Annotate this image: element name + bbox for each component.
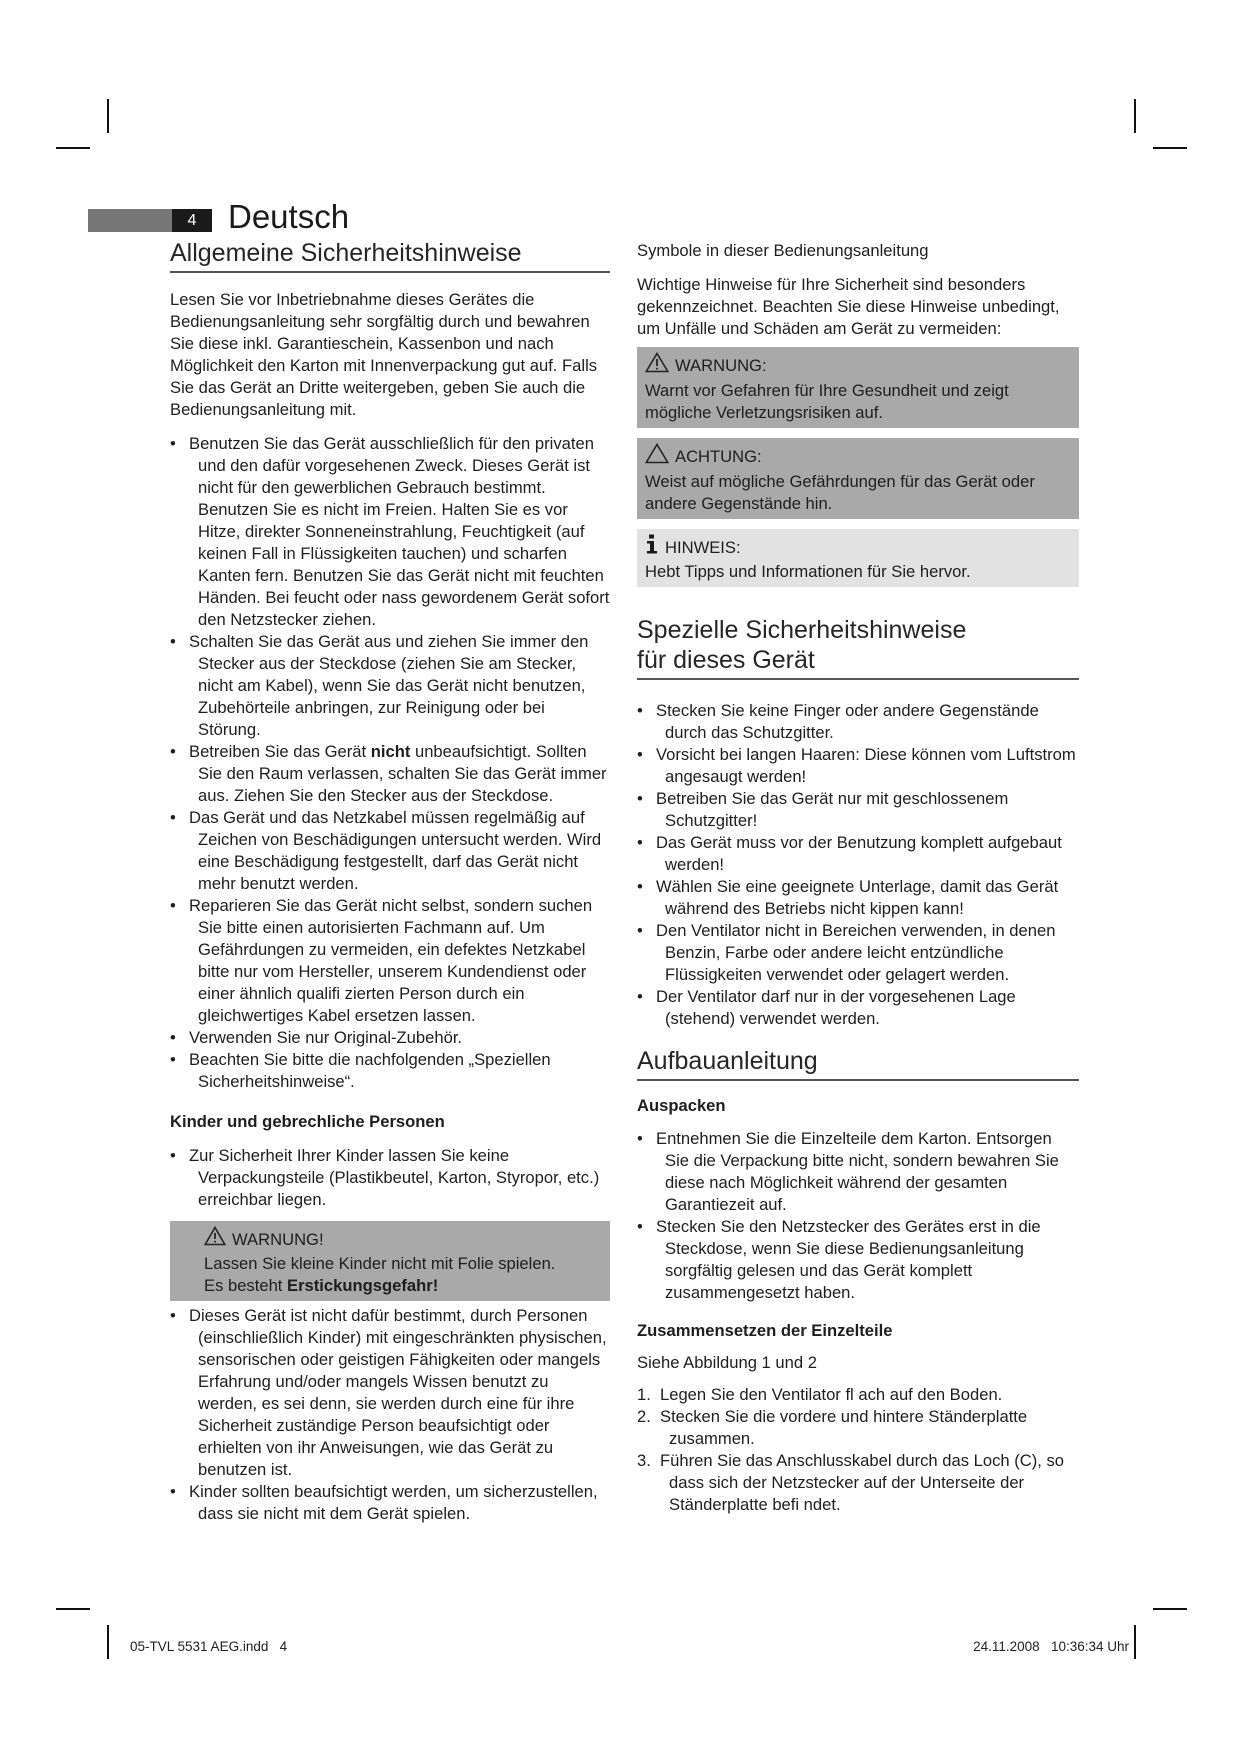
crop-mark	[1153, 1608, 1187, 1610]
step-number: 3.	[637, 1451, 651, 1470]
info-icon	[645, 534, 659, 561]
list-item: • Kinder sollten beaufsichtigt werden, um sicherzustellen, dass sie nicht mit dem Gerät spielen.	[170, 1481, 610, 1525]
emphasis: Erstickungsgefahr!	[287, 1276, 439, 1295]
warning-triangle-icon	[645, 352, 669, 380]
list-item: • Stecken Sie den Netzstecker des Gerätes erst in die Steckdose, wenn Sie diese Bedienungsanleitung sorgfältig gelesen und das Gerät komplett zusammengesetzt haben.	[637, 1216, 1079, 1304]
list-item: • Verwenden Sie nur Original-Zubehör.	[170, 1027, 610, 1049]
page-number: 4	[187, 212, 197, 229]
page-language-title: Deutsch	[228, 198, 350, 235]
warning-title-row	[204, 1226, 602, 1253]
assemble-reference: Siehe Abbildung 1 und 2	[637, 1353, 817, 1372]
unpack-list	[637, 1128, 1079, 1304]
box-title: ACHTUNG:	[675, 447, 762, 466]
note-box	[637, 529, 1079, 587]
list-item: • Beachten Sie bitte die nachfolgenden „Speziellen Sicherheitshinweise“.	[170, 1049, 610, 1093]
step-item	[637, 1384, 1079, 1406]
special-safety-list	[637, 700, 1079, 1030]
step-text: Führen Sie das Anschlusskabel durch das Loch (C), so dass sich der Netzstecker auf der Unterseite der Ständerplatte befi ndet.	[660, 1451, 1064, 1514]
list-item: • Wählen Sie eine geeignete Unterlage, damit das Gerät während des Betriebs nicht kippen kann!	[637, 876, 1079, 920]
caution-box	[637, 438, 1079, 519]
symbols-intro: Wichtige Hinweise für Ihre Sicherheit sind besonders gekennzeichnet. Beachten Sie diese Hinweise unbedingt, um Unfälle und Schäden am Gerät zu vermeiden:	[637, 275, 1060, 338]
box-title: HINWEIS:	[665, 537, 741, 557]
step-number: 2.	[637, 1407, 651, 1426]
kids-warning-box	[170, 1221, 610, 1301]
section-title-general-safety: Allgemeine Sicherheitshinweise	[170, 238, 610, 273]
intro-paragraph: Lesen Sie vor Inbetriebnahme dieses Gerätes die Bedienungsanleitung sehr sorgfältig durch und bewahren Sie diese inkl. Garantieschein, Kassenbon und nach Möglichkeit den Karton mit Innenverpackung gut auf. Falls Sie das Gerät an Dritte weitergeben, geben Sie auch die Bedienungsanleitung mit.	[170, 290, 598, 419]
step-item	[637, 1406, 1079, 1450]
crop-mark	[1134, 1625, 1136, 1659]
footer-timestamp: 24.11.2008 10:36:34 Uhr	[973, 1639, 1129, 1654]
box-text: Warnt vor Gefahren für Ihre Gesundheit und zeigt mögliche Verletzungsrisiken auf.	[645, 381, 1009, 422]
list-item: • Betreiben Sie das Gerät nur mit geschlossenem Schutzgitter!	[637, 788, 1079, 832]
list-item: • Das Gerät und das Netzkabel müssen regelmäßig auf Zeichen von Beschädigungen untersucht werden. Wird eine Beschädigung festgestellt, darf das Gerät nicht mehr benutzt werden.	[170, 807, 610, 895]
unpack-heading: Auspacken	[637, 1096, 726, 1115]
list-item: • Entnehmen Sie die Einzelteile dem Karton. Entsorgen Sie die Verpackung bitte nicht, sondern bewahren Sie diese nach Möglichkeit während der gesamten Garantiezeit auf.	[637, 1128, 1079, 1216]
list-item: • Dieses Gerät ist nicht dafür bestimmt, durch Personen (einschließlich Kinder) mit eingeschränkten physischen, sensorischen oder geistigen Fähigkeiten oder mangels Erfahrung und/oder mangels Wissen benutzt zu werden, es sei denn, sie werden durch eine für ihre Sicherheit zuständige Person beaufsichtigt oder erhielten von ihr Anweisungen, wie das Gerät zu benutzen ist.	[170, 1305, 610, 1481]
list-item: • Stecken Sie keine Finger oder andere Gegenstände durch das Schutzgitter.	[637, 700, 1079, 744]
crop-mark	[107, 1625, 109, 1659]
step-number: 1.	[637, 1385, 651, 1404]
warning-text	[204, 1275, 602, 1297]
list-item: • Schalten Sie das Gerät aus und ziehen Sie immer den Stecker aus der Steckdose (ziehen Sie am Stecker, nicht am Kabel), wenn Sie das Gerät nicht benutzen, Zubehörteile anbringen, zur Reinigung oder bei Störung.	[170, 631, 610, 741]
safety-list	[170, 433, 610, 1093]
warning-triangle-icon	[204, 1226, 226, 1253]
list-item: • Das Gerät muss vor der Benutzung komplett aufgebaut werden!	[637, 832, 1079, 876]
crop-mark	[1134, 99, 1136, 133]
section-title-assembly: Aufbauanleitung	[637, 1046, 1079, 1081]
list-item: • Den Ventilator nicht in Bereichen verwenden, in denen Benzin, Farbe oder andere leicht entzündliche Flüssigkeiten verwendet oder gelagert werden.	[637, 920, 1079, 986]
footer-file-info: 05-TVL 5531 AEG.indd 4	[130, 1639, 288, 1654]
box-text: Hebt Tipps und Informationen für Sie hervor.	[645, 562, 971, 581]
caution-triangle-icon	[645, 443, 669, 471]
kids-list	[170, 1145, 610, 1211]
box-text: Weist auf mögliche Gefährdungen für das Gerät oder andere Gegenstände hin.	[645, 472, 1035, 513]
title-line: für dieses Gerät	[637, 646, 815, 674]
step-item	[637, 1450, 1079, 1516]
text-span: Betreiben Sie das Gerät	[189, 742, 371, 761]
warning-box	[637, 347, 1079, 428]
list-item: • Zur Sicherheit Ihrer Kinder lassen Sie keine Verpackungsteile (Plastikbeutel, Karton, Styropor, etc.) erreichbar liegen.	[170, 1145, 610, 1211]
warning-title: WARNUNG!	[232, 1229, 324, 1249]
emphasis: nicht	[370, 742, 411, 761]
step-text: Legen Sie den Ventilator fl ach auf den Boden.	[660, 1385, 1003, 1404]
warning-text: Lassen Sie kleine Kinder nicht mit Folie spielen.	[204, 1254, 556, 1273]
symbols-heading: Symbole in dieser Bedienungsanleitung	[637, 241, 929, 260]
title-line: Spezielle Sicherheitshinweise	[637, 616, 967, 644]
list-item	[170, 741, 610, 807]
list-item: • Benutzen Sie das Gerät ausschließlich für den privaten und den dafür vorgesehenen Zweck. Dieses Gerät ist nicht für den gewerblichen Gebrauch bestimmt. Benutzen Sie es nicht im Freien. Halten Sie es vor Hitze, direkter Sonneneinstrahlung, Feuchtigkeit (auf keinen Fall in Flüssigkeiten tauchen) und scharfen Kanten fern. Benutzen Sie das Gerät nicht mit feuchten Händen. Bei feucht oder nass gewordenem Gerät sofort den Netzstecker ziehen.	[170, 433, 610, 631]
right-flow	[637, 240, 1079, 1516]
text-span: Es besteht	[204, 1276, 288, 1295]
kids-heading: Kinder und gebrechliche Personen	[170, 1112, 445, 1131]
section-title-special-safety	[637, 615, 1079, 680]
page-header	[88, 200, 688, 236]
kids-list-2	[170, 1305, 610, 1525]
list-item: • Reparieren Sie das Gerät nicht selbst, sondern suchen Sie bitte einen autorisierten Fachmann auf. Um Gefährdungen zu vermeiden, ein defektes Netzkabel bitte nur vom Hersteller, unserem Kundendienst oder einer ähnlich qualifi zierten Person durch ein gleichwertiges Kabel ersetzen lassen.	[170, 895, 610, 1027]
assembly-steps	[637, 1384, 1079, 1516]
box-title: WARNUNG:	[675, 356, 767, 375]
crop-mark	[107, 99, 109, 133]
box-title-row	[645, 352, 1071, 380]
left-flow	[170, 289, 610, 1525]
step-text: Stecken Sie die vordere und hintere Ständerplatte zusammen.	[660, 1407, 1028, 1448]
box-title-row	[645, 443, 1071, 471]
assemble-heading: Zusammensetzen der Einzelteile	[637, 1321, 893, 1340]
text-span: unbeaufsichtigt. Sollten Sie den Raum verlassen, schalten Sie das Gerät immer aus. Ziehen Sie den Stecker aus der Steckdose.	[198, 742, 607, 805]
crop-mark	[56, 147, 90, 149]
box-title-row	[645, 534, 1071, 561]
list-item: • Vorsicht bei langen Haaren: Diese können vom Luftstrom angesaugt werden!	[637, 744, 1079, 788]
list-item: • Der Ventilator darf nur in der vorgesehenen Lage (stehend) verwendet werden.	[637, 986, 1079, 1030]
crop-mark	[56, 1608, 90, 1610]
crop-mark	[1153, 147, 1187, 149]
